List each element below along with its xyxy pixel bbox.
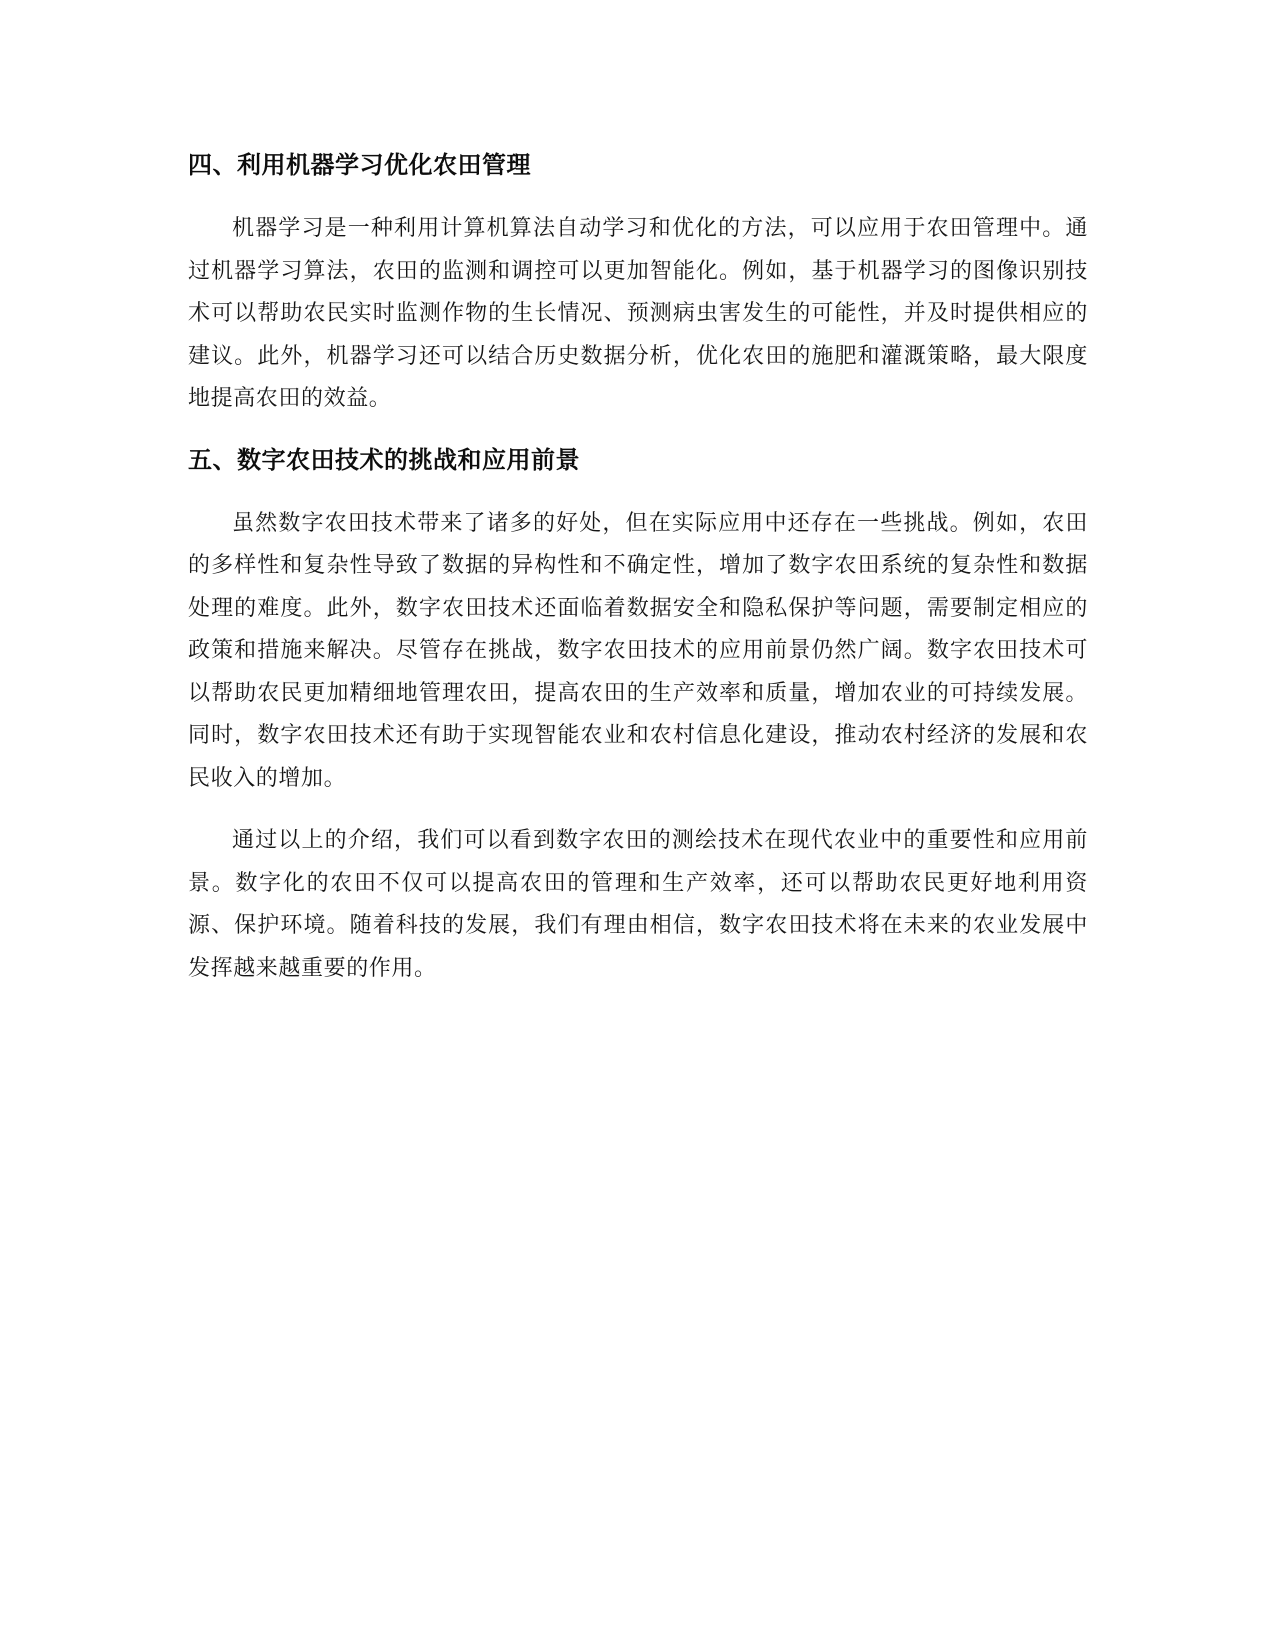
section-heading: 五、数字农田技术的挑战和应用前景 [188, 445, 580, 474]
body-paragraph: 机器学习是一种利用计算机算法自动学习和优化的方法，可以应用于农田管理中。通过机器学习算法，农田的监测和调控可以更加智能化。例如，基于机器学习的图像识别技术可以帮助农民实时监测作物的生长情况、预测病虫害发生的可能性，并及时提供相应的建议。此外，机器学习还可以结合历史数据分析，优化农田的施肥和灌溉策略，最大限度地提高农田的效益。 [188, 216, 1088, 411]
section-machine-learning [188, 148, 1088, 421]
document-body [188, 148, 1088, 1012]
section-heading: 四、利用机器学习优化农田管理 [188, 151, 531, 179]
section-challenges-prospects [188, 443, 1088, 991]
body-paragraph: 虽然数字农田技术带来了诸多的好处，但在实际应用中还存在一些挑战。例如，农田的多样性和复杂性导致了数据的异构性和不确定性，增加了数字农田系统的复杂性和数据处理的难度。此外，数字农田技术还面临着数据安全和隐私保护等问题，需要制定相应的政策和措施来解决。尽管存在挑战，数字农田技术的应用前景仍然广阔。数字农田技术可以帮助农民更加精细地管理农田，提高农田的生产效率和质量，增加农业的可持续发展。同时，数字农田技术还有助于实现智能农业和农村信息化建设，推动农村经济的发展和农民收入的增加。 [188, 510, 1088, 791]
conclusion-paragraph: 通过以上的介绍，我们可以看到数字农田的测绘技术在现代农业中的重要性和应用前景。数字化的农田不仅可以提高农田的管理和生产效率，还可以帮助农民更好地利用资源、保护环境。随着科技的发展，我们有理由相信，数字农田技术将在未来的农业发展中发挥越来越重要的作用。 [188, 828, 1088, 981]
